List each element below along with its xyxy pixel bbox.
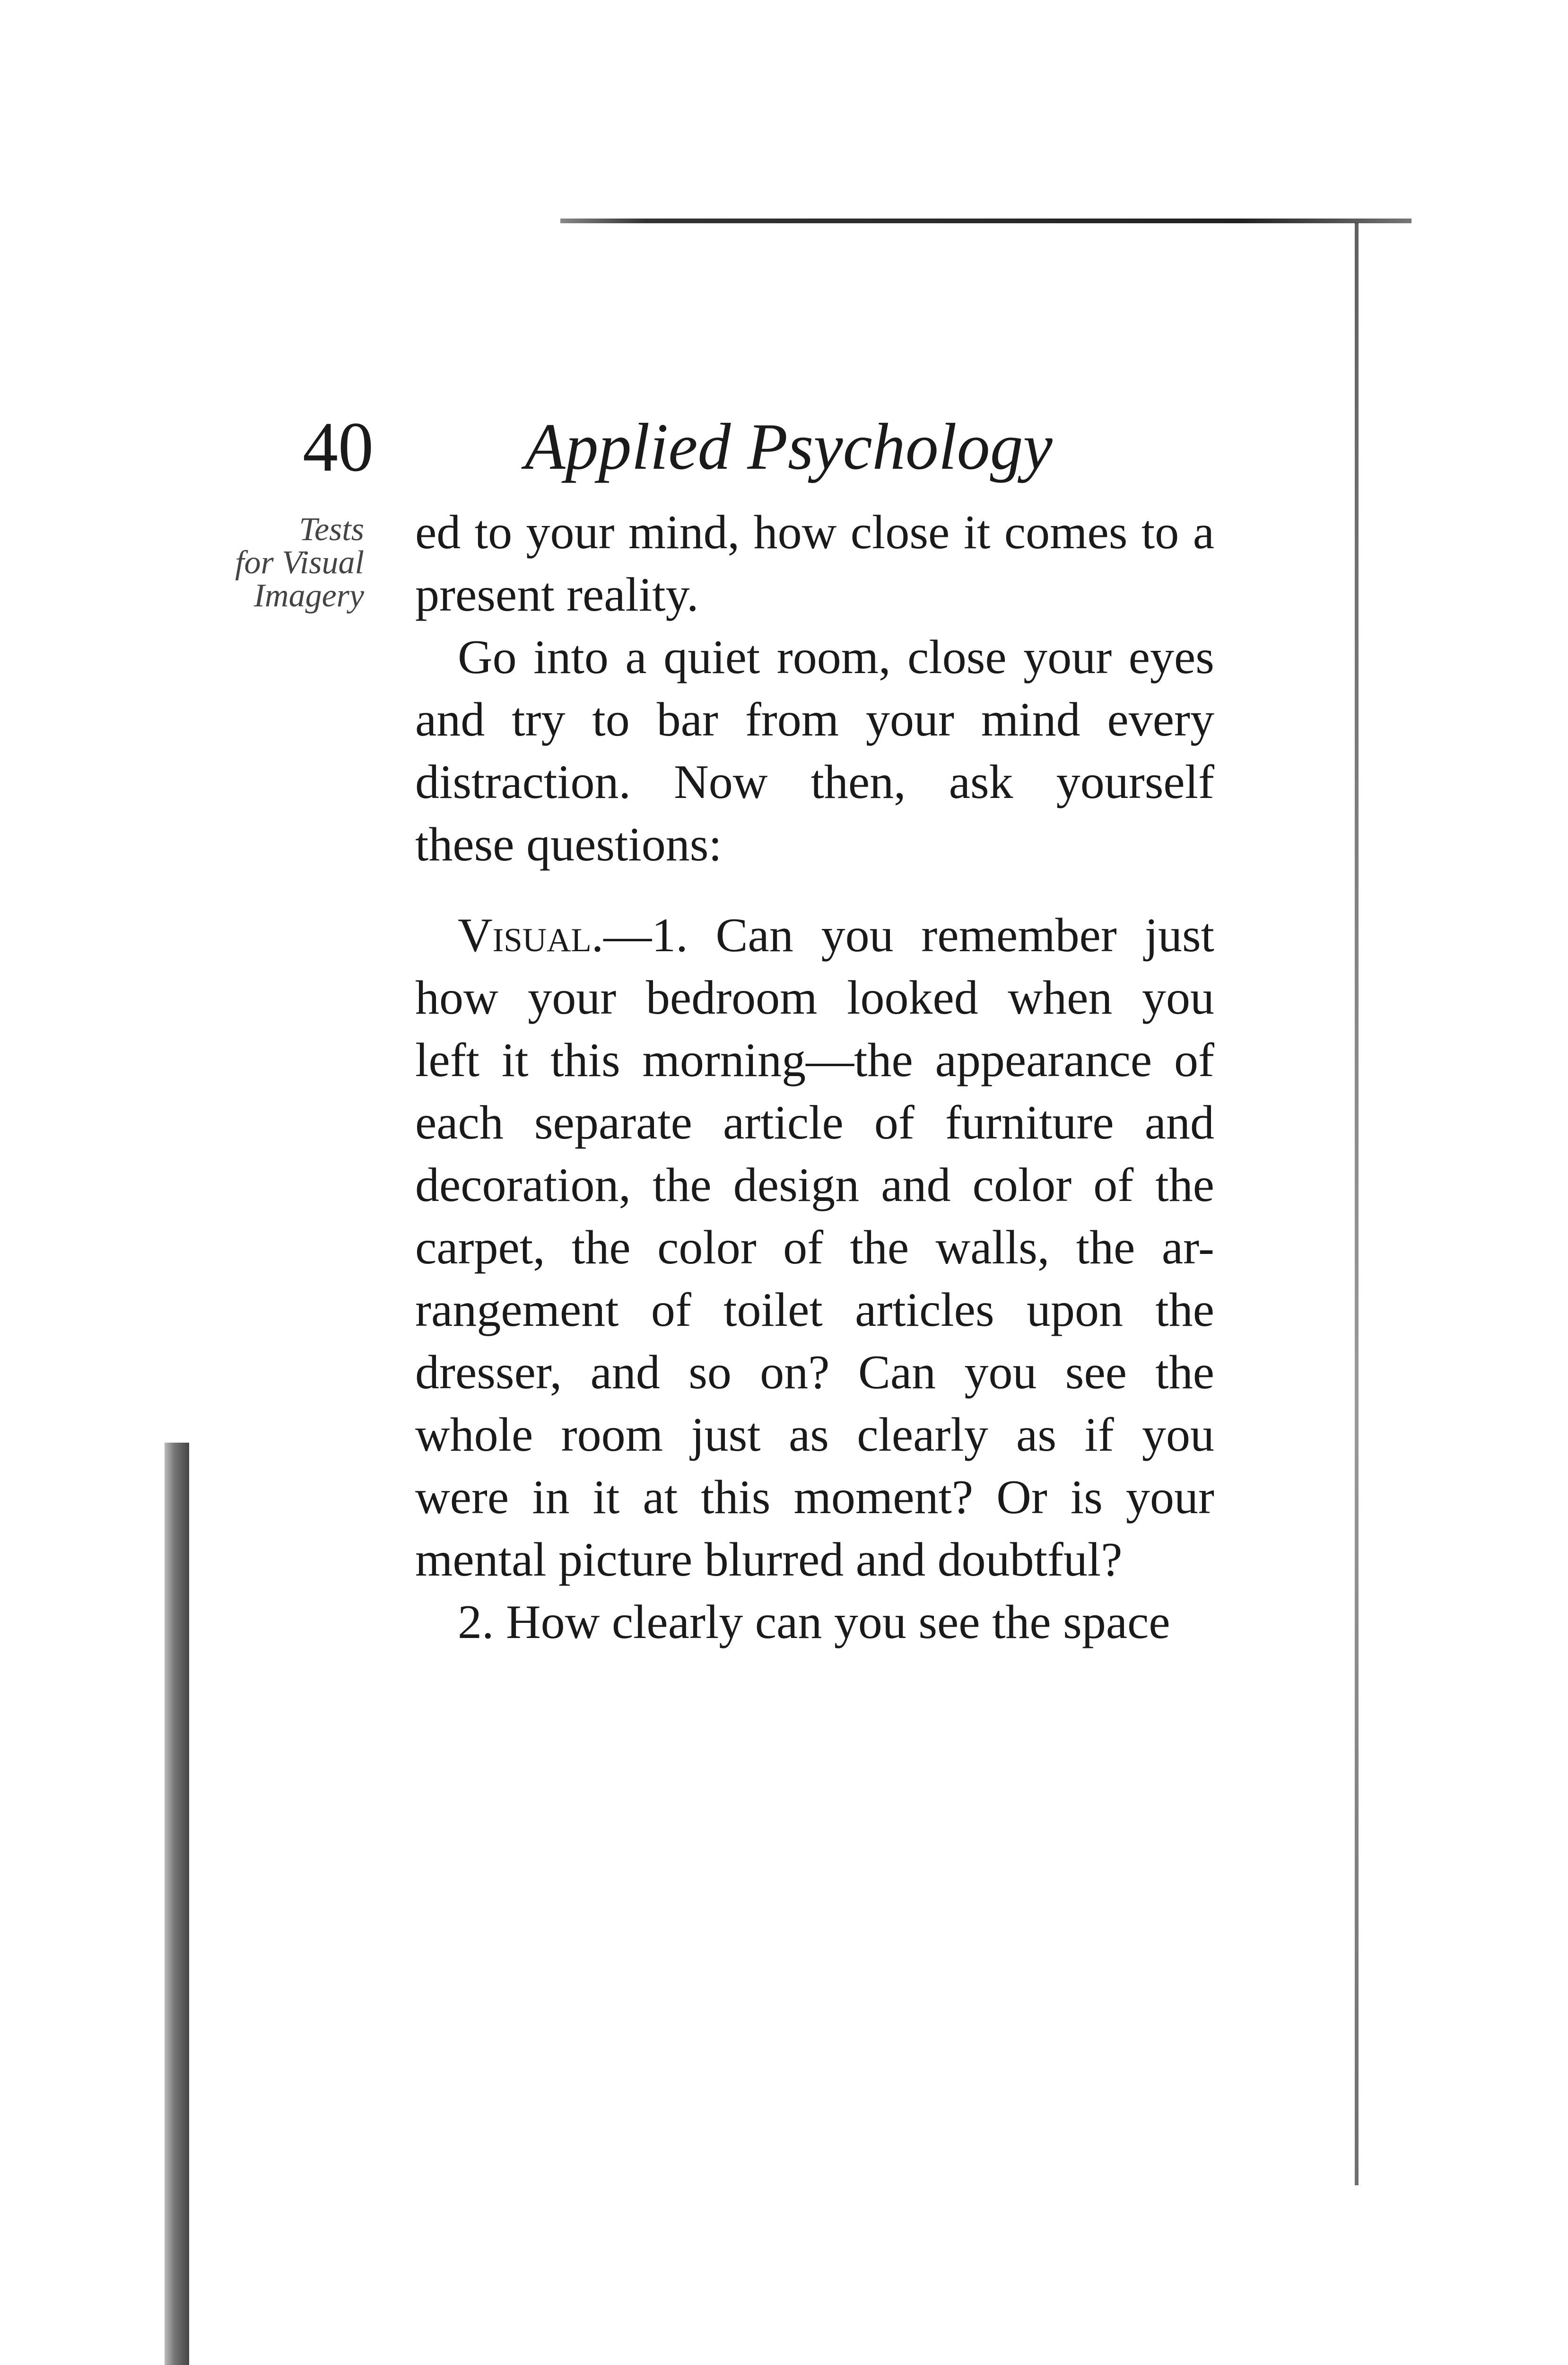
text-line: whole room just as clearly as if you — [415, 1408, 1214, 1462]
visual-number: .—1. — [591, 909, 688, 962]
visual-label: Visual — [458, 909, 592, 962]
text-line: each separate article of furniture and — [415, 1096, 1214, 1149]
page-header — [303, 409, 1121, 485]
right-page-edge — [1355, 222, 1359, 2185]
text-line: left it this morning—the appearance of — [415, 1034, 1214, 1087]
visual-line-rest: Can you remember just — [715, 909, 1215, 962]
sidenote-line: Imagery — [253, 578, 364, 614]
text-line: ed to your mind, how close it comes to a — [415, 506, 1214, 559]
left-page-edge — [165, 1443, 189, 2365]
text-line: 2. How clearly can you see the space — [458, 1595, 1170, 1649]
running-title: Applied Psychology — [525, 410, 1053, 483]
sidenote-line: Tests — [299, 511, 364, 548]
text-line: distraction. Now then, ask yourself — [415, 755, 1214, 809]
text-line-visual-heading — [415, 904, 1214, 967]
text-line: Go into a quiet room, close your eyes — [458, 631, 1214, 684]
top-rule — [560, 219, 1411, 223]
text-line: mental picture blurred and doubtful? — [415, 1533, 1123, 1586]
text-line: dresser, and so on? Can you see the — [415, 1346, 1214, 1399]
text-line: present reality. — [415, 568, 699, 622]
margin-sidenote — [194, 513, 364, 613]
text-line: these questions: — [415, 818, 722, 871]
page-number: 40 — [303, 408, 374, 486]
sidenote-line: for Visual — [235, 544, 364, 581]
text-line: rangement of toilet articles upon the — [415, 1283, 1214, 1337]
text-line: and try to bar from your mind every — [415, 693, 1214, 746]
paragraph-gap — [415, 876, 1214, 904]
text-line: how your bedroom looked when you — [415, 971, 1214, 1025]
body-text — [415, 501, 1214, 1654]
text-line: carpet, the color of the walls, the ar- — [415, 1221, 1214, 1274]
text-line: decoration, the design and color of the — [415, 1158, 1214, 1212]
text-line: were in it at this moment? Or is your — [415, 1471, 1214, 1524]
